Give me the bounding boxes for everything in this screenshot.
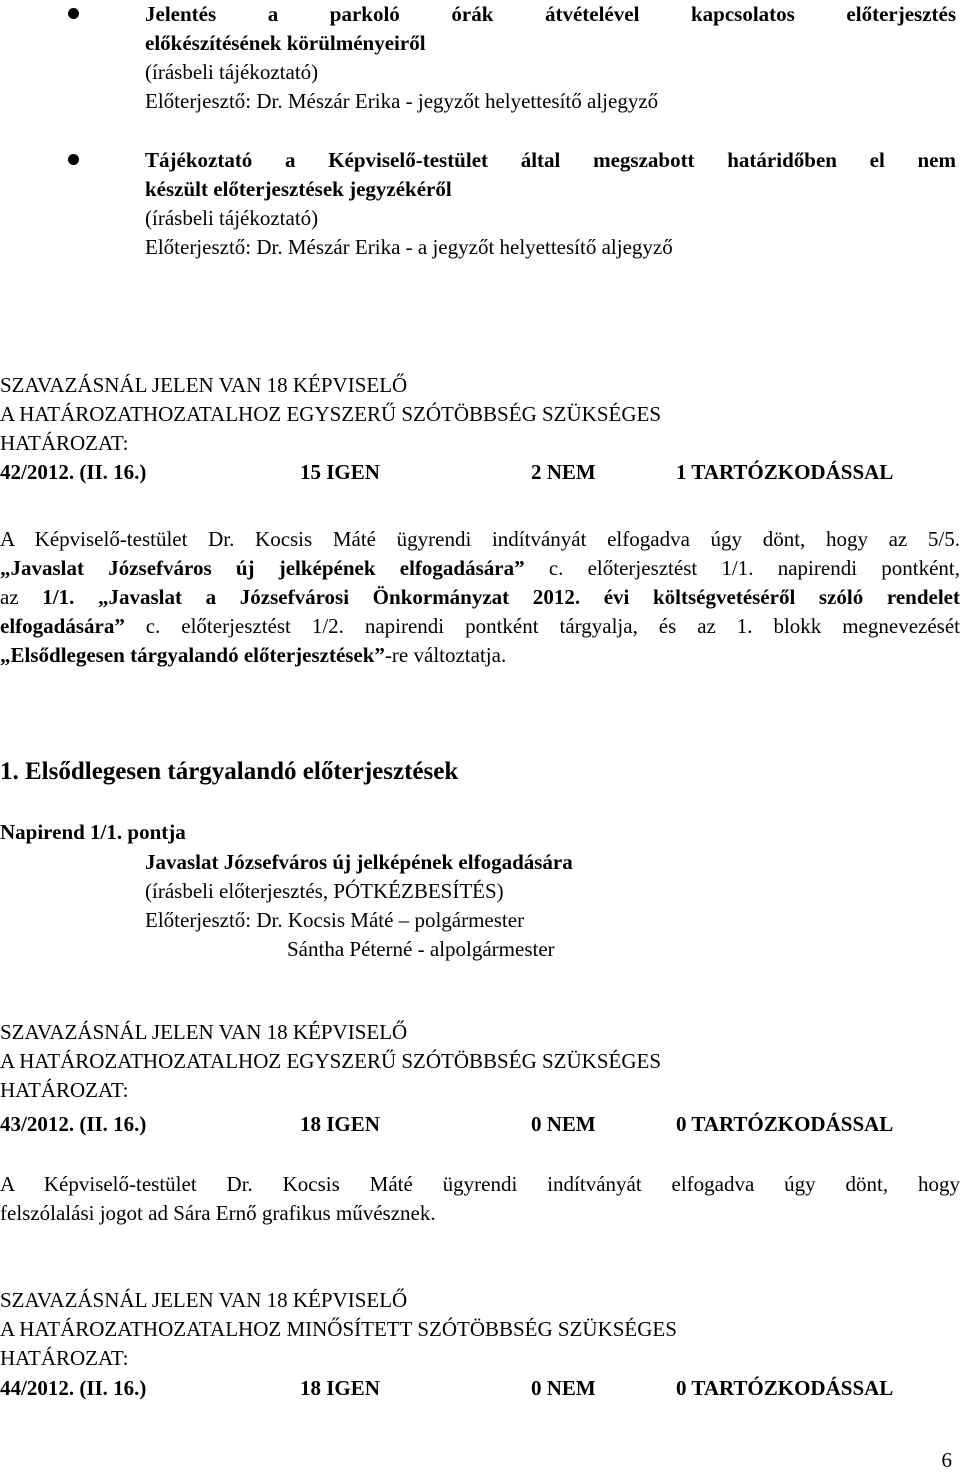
decision-line [0, 641, 960, 670]
resolution-number: 42/2012. (II. 16.) [0, 460, 147, 484]
decision-line: A Képviselő-testület Dr. Kocsis Máté ügyrendi indítványát elfogadva úgy dönt, hogy az 5/5. [0, 527, 960, 551]
decision-line [0, 583, 960, 612]
decision-line: felszólalási jogot ad Sára Ernő grafikus művésznek. [0, 1201, 436, 1225]
decision-text: az [0, 585, 43, 609]
decision-text: -re változtatja. [384, 643, 507, 667]
vote-majority: A HATÁROZATHOZATALHOZ EGYSZERŰ SZÓTÖBBSÉG SZÜKSÉGES [0, 402, 661, 426]
vote-abstain: 0 TARTÓZKODÁSSAL [676, 1112, 894, 1136]
vote-no: 0 NEM [531, 1112, 596, 1136]
vote-result [0, 458, 940, 487]
proposal-title: elfogadására” [0, 614, 125, 638]
vote-present: SZAVAZÁSNÁL JELEN VAN 18 KÉPVISELŐ [0, 373, 408, 397]
bullet-icon [68, 8, 79, 19]
decision-text: c. előterjesztést 1/2. napirendi pontként tárgyalja, és az 1. blokk megnevezését [124, 614, 960, 638]
bullet-title-line1: Jelentés a parkoló órák átvételével kapcsolatos előterjesztés [145, 2, 956, 26]
agenda-item-type: (írásbeli előterjesztés, PÓTKÉZBESÍTÉS) [145, 879, 504, 903]
resolution-number: 44/2012. (II. 16.) [0, 1376, 147, 1400]
bullet-type: (írásbeli tájékoztató) [145, 60, 319, 84]
vote-majority: A HATÁROZATHOZATALHOZ MINŐSÍTETT SZÓTÖBBSÉG SZÜKSÉGES [0, 1317, 677, 1341]
agenda-item-title: Javaslat Józsefváros új jelképének elfogadására [145, 850, 573, 874]
decision-line [0, 612, 960, 641]
decision-paragraph [0, 525, 960, 670]
bullet-presenter: Előterjesztő: Dr. Mészár Erika - a jegyzőt helyettesítő aljegyző [145, 235, 673, 259]
decision-line: A Képviselő-testület Dr. Kocsis Máté ügyrendi indítványát elfogadva úgy dönt, hogy [0, 1172, 960, 1196]
resolution-label: HATÁROZAT: [0, 431, 129, 455]
bullet-title-line2: készült előterjesztések jegyzékéről [145, 177, 452, 201]
vote-no: 2 NEM [531, 460, 596, 484]
decision-text: c. előterjesztést 1/1. napirendi pontként, [524, 556, 960, 580]
agenda-item-co-presenter: Sántha Péterné - alpolgármester [287, 937, 555, 961]
vote-no: 0 NEM [531, 1376, 596, 1400]
agenda-item-presenter: Előterjesztő: Dr. Kocsis Máté – polgármester [145, 908, 525, 932]
bullet-title-line1: Tájékoztató a Képviselő-testület által megszabott határidőben el nem [145, 148, 956, 172]
vote-result [0, 1110, 940, 1139]
vote-abstain: 0 TARTÓZKODÁSSAL [676, 1376, 894, 1400]
resolution-number: 43/2012. (II. 16.) [0, 1112, 147, 1136]
bullet-title-line2: előkészítésének körülményeiről [145, 31, 426, 55]
vote-abstain: 1 TARTÓZKODÁSSAL [676, 460, 894, 484]
vote-yes: 15 IGEN [300, 460, 380, 484]
resolution-label: HATÁROZAT: [0, 1346, 129, 1370]
vote-present: SZAVAZÁSNÁL JELEN VAN 18 KÉPVISELŐ [0, 1020, 408, 1044]
proposal-title: 1/1. „Javaslat a Józsefvárosi Önkormányzat 2012. évi költségvetéséről szóló rendelet [42, 585, 960, 609]
page-number: 6 [941, 1448, 952, 1472]
vote-result [0, 1374, 940, 1403]
agenda-item-number: Napirend 1/1. pontja [0, 820, 186, 844]
block-name: „Elsődlegesen tárgyalandó előterjesztések” [0, 643, 385, 667]
vote-present: SZAVAZÁSNÁL JELEN VAN 18 KÉPVISELŐ [0, 1288, 408, 1312]
vote-yes: 18 IGEN [300, 1112, 380, 1136]
bullet-presenter: Előterjesztő: Dr. Mészár Erika - jegyzőt helyettesítő aljegyző [145, 89, 659, 113]
proposal-title: „Javaslat Józsefváros új jelképének elfogadására” [0, 556, 525, 580]
bullet-icon [68, 154, 79, 165]
decision-paragraph [0, 1170, 960, 1228]
agenda-bullet-item [145, 146, 956, 262]
decision-line [0, 554, 960, 583]
section-heading: 1. Elsődlegesen tárgyalandó előterjesztések [0, 758, 459, 785]
vote-yes: 18 IGEN [300, 1376, 380, 1400]
agenda-bullet-item [145, 0, 956, 116]
bullet-type: (írásbeli tájékoztató) [145, 206, 319, 230]
resolution-label: HATÁROZAT: [0, 1078, 129, 1102]
vote-majority: A HATÁROZATHOZATALHOZ EGYSZERŰ SZÓTÖBBSÉG SZÜKSÉGES [0, 1049, 661, 1073]
